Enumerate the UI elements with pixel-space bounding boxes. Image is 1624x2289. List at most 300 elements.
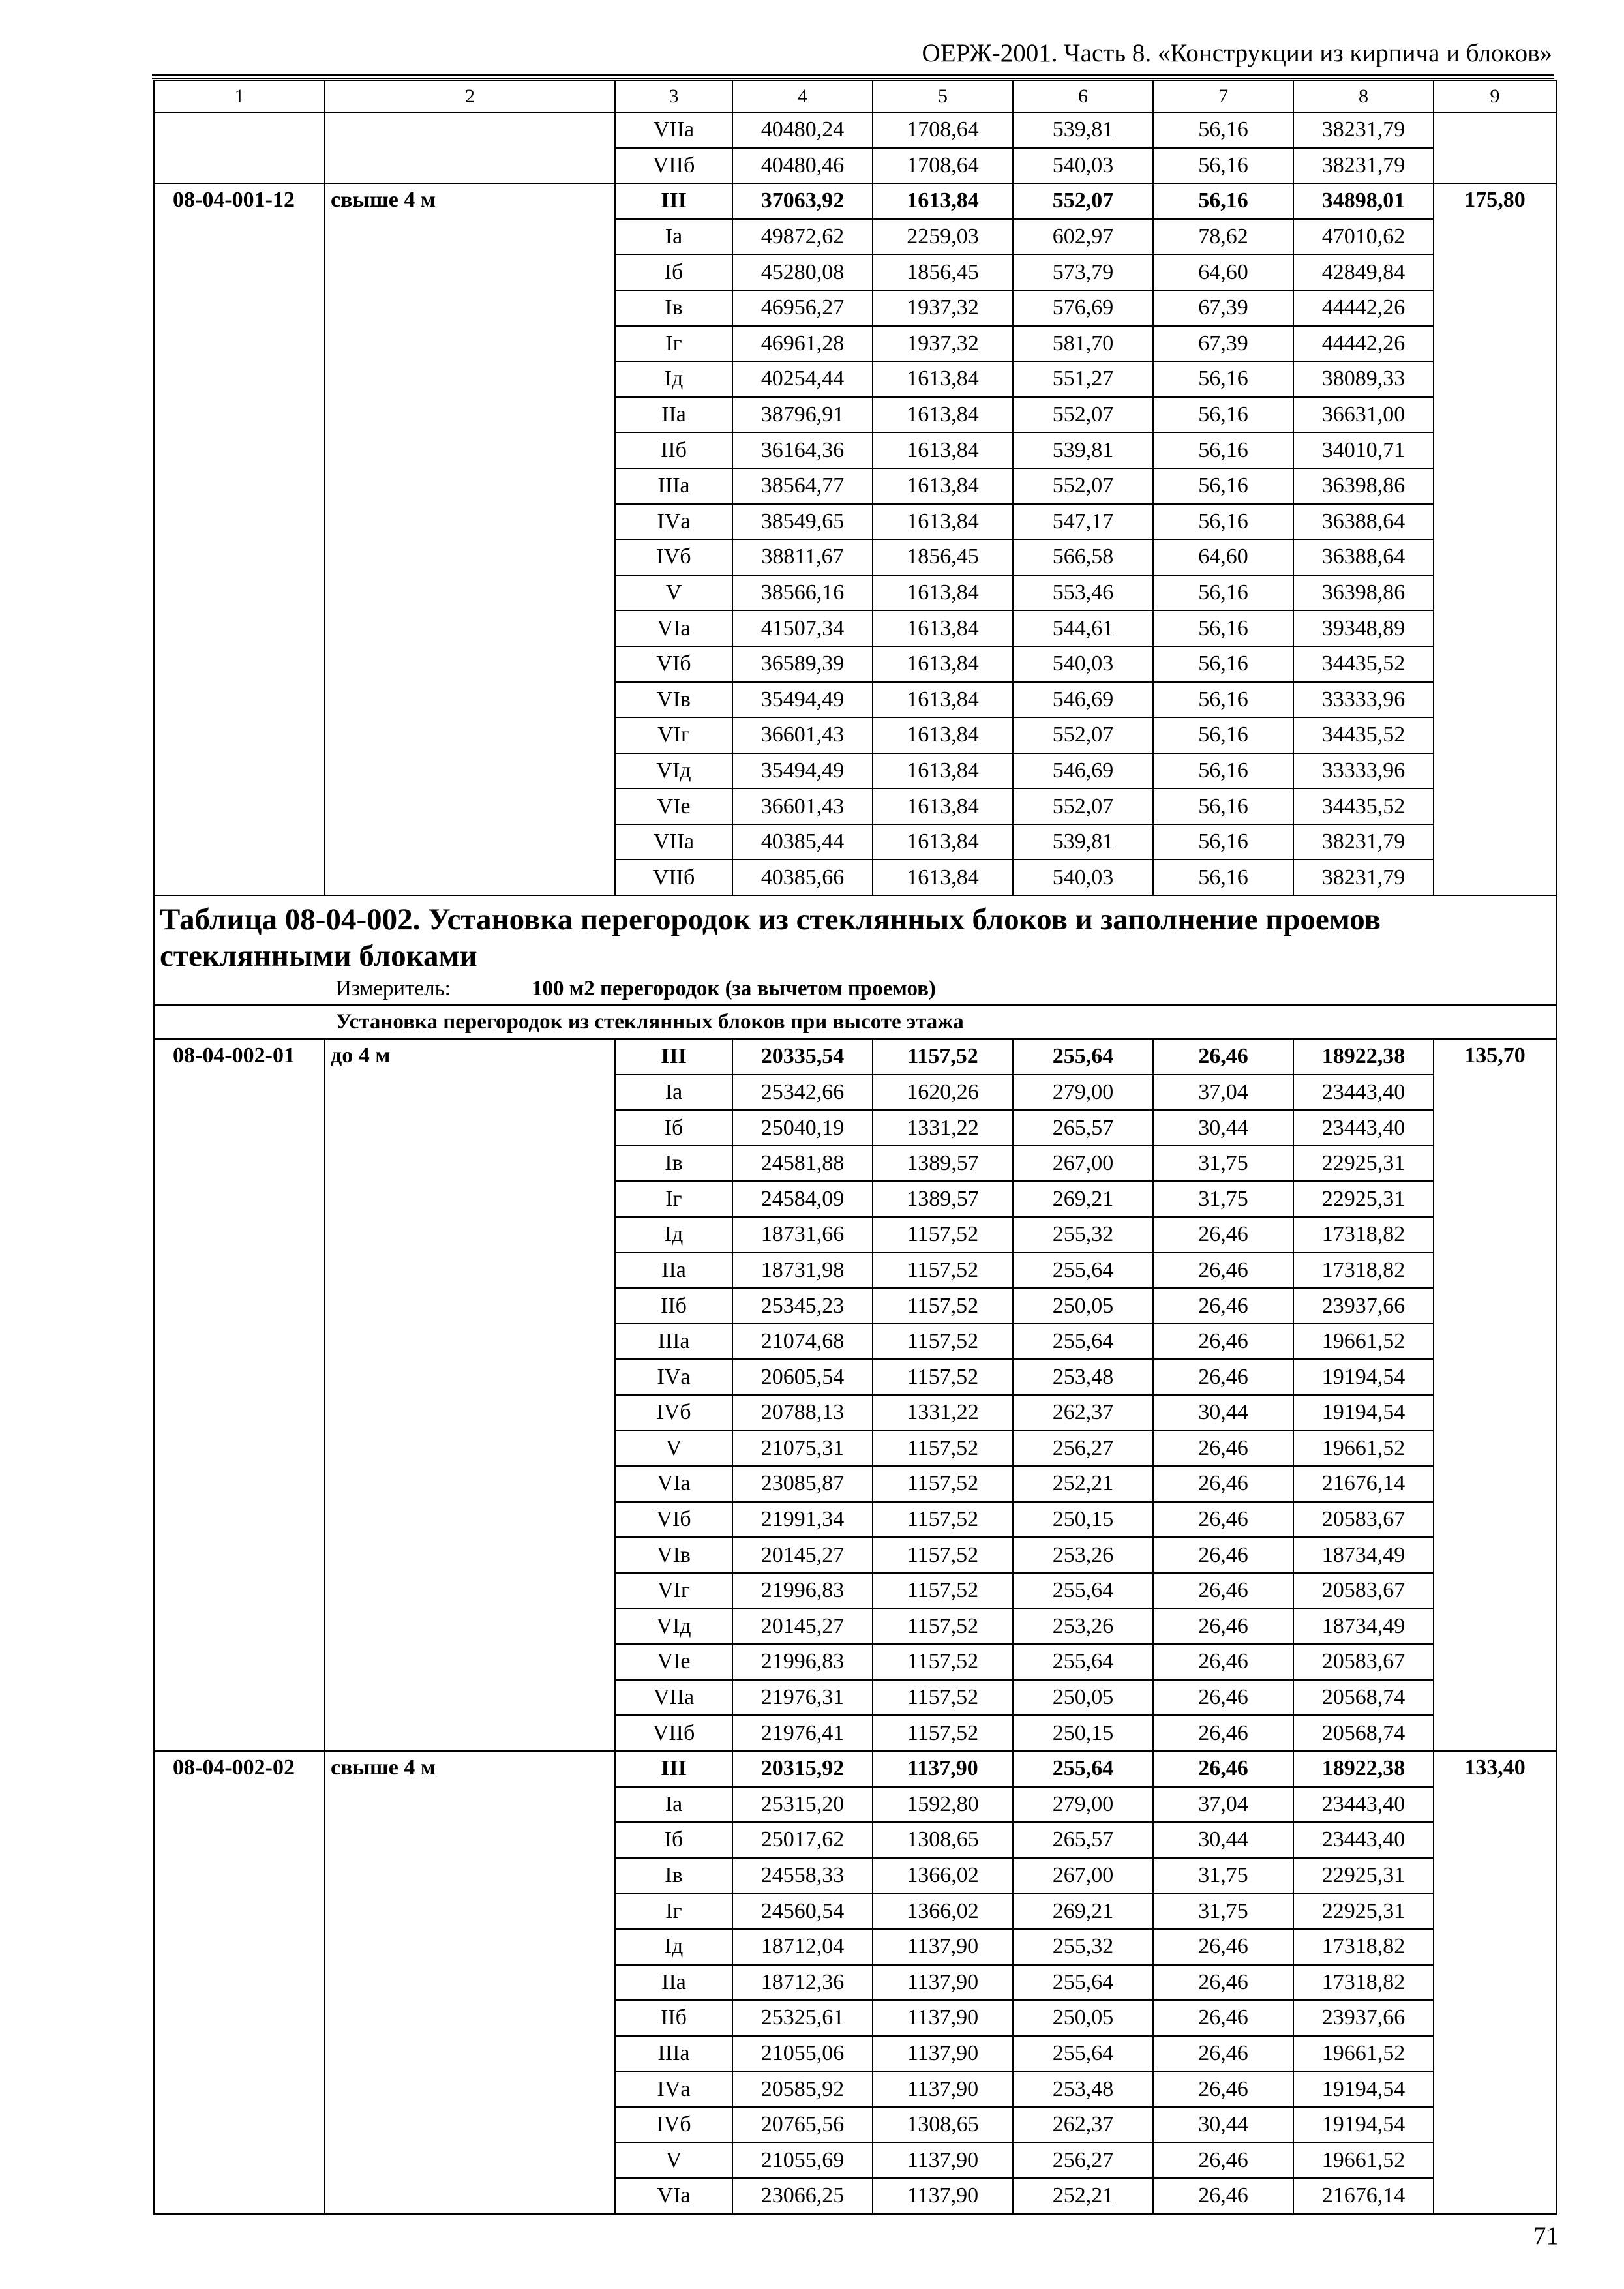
value-cell: 566,58 <box>1013 539 1153 575</box>
value-cell: 20585,92 <box>732 2071 873 2107</box>
value-cell: 553,46 <box>1013 575 1153 611</box>
value-cell: 26,46 <box>1153 1039 1293 1075</box>
value-cell: 547,17 <box>1013 504 1153 540</box>
value-cell: 267,00 <box>1013 1858 1153 1894</box>
table-body-part-2 <box>154 1039 1556 2214</box>
value-cell: 35494,49 <box>732 753 873 789</box>
value-cell: 255,64 <box>1013 2036 1153 2072</box>
value-cell: 1137,90 <box>873 2178 1013 2214</box>
value-cell: 56,16 <box>1153 504 1293 540</box>
column-number: 6 <box>1013 80 1153 112</box>
value-cell: 265,57 <box>1013 1822 1153 1858</box>
zone-cell: IIIа <box>615 2036 732 2072</box>
zone-cell: VIе <box>615 1644 732 1680</box>
value-cell: 36398,86 <box>1293 468 1434 504</box>
zone-cell: IIб <box>615 2000 732 2036</box>
value-cell: 56,16 <box>1153 432 1293 468</box>
value-cell: 38796,91 <box>732 397 873 433</box>
value-cell: 37,04 <box>1153 1075 1293 1111</box>
value-cell: 24581,88 <box>732 1146 873 1182</box>
value-cell: 269,21 <box>1013 1893 1153 1929</box>
value-cell: 250,05 <box>1013 2000 1153 2036</box>
value-cell: 26,46 <box>1153 1217 1293 1253</box>
zone-cell: IIб <box>615 1288 732 1324</box>
value-cell: 56,16 <box>1153 183 1293 219</box>
value-cell: 576,69 <box>1013 290 1153 326</box>
value-cell: 45280,08 <box>732 254 873 290</box>
zone-cell: V <box>615 575 732 611</box>
value-cell: 38566,16 <box>732 575 873 611</box>
value-cell: 36164,36 <box>732 432 873 468</box>
value-cell: 40385,44 <box>732 824 873 860</box>
zone-cell: Iа <box>615 1075 732 1111</box>
value-cell: 26,46 <box>1153 1324 1293 1360</box>
value-cell: 23937,66 <box>1293 1288 1434 1324</box>
value-cell: 252,21 <box>1013 2178 1153 2214</box>
value-cell: 539,81 <box>1013 432 1153 468</box>
zone-cell: VIе <box>615 788 732 824</box>
value-cell: 64,60 <box>1153 539 1293 575</box>
labor-cost: 175,80 <box>1434 183 1556 895</box>
zone-cell: IVа <box>615 2071 732 2107</box>
value-cell: 36398,86 <box>1293 575 1434 611</box>
value-cell: 56,16 <box>1153 717 1293 753</box>
labor-cost: 135,70 <box>1434 1039 1556 1751</box>
value-cell: 2259,03 <box>873 219 1013 255</box>
value-cell: 17318,82 <box>1293 1217 1434 1253</box>
value-cell: 22925,31 <box>1293 1858 1434 1894</box>
value-cell: 30,44 <box>1153 1395 1293 1431</box>
value-cell: 21976,31 <box>732 1680 873 1716</box>
value-cell: 34010,71 <box>1293 432 1434 468</box>
value-cell: 64,60 <box>1153 254 1293 290</box>
zone-cell: IIб <box>615 432 732 468</box>
value-cell: 25345,23 <box>732 1288 873 1324</box>
column-number: 9 <box>1434 80 1556 112</box>
value-cell: 267,00 <box>1013 1146 1153 1182</box>
rate-description: до 4 м <box>325 1039 615 1751</box>
value-cell: 21074,68 <box>732 1324 873 1360</box>
value-cell: 552,07 <box>1013 183 1153 219</box>
value-cell: 56,16 <box>1153 860 1293 895</box>
zone-cell: Iг <box>615 1181 732 1217</box>
value-cell: 1613,84 <box>873 824 1013 860</box>
column-number: 1 <box>154 80 325 112</box>
value-cell: 1366,02 <box>873 1893 1013 1929</box>
value-cell: 56,16 <box>1153 112 1293 148</box>
value-cell: 26,46 <box>1153 2142 1293 2178</box>
zone-cell: VIIб <box>615 1715 732 1751</box>
value-cell: 1331,22 <box>873 1110 1013 1146</box>
zone-cell: IIIа <box>615 1324 732 1360</box>
value-cell: 17318,82 <box>1293 1965 1434 2001</box>
value-cell: 56,16 <box>1153 397 1293 433</box>
value-cell: 250,15 <box>1013 1715 1153 1751</box>
value-cell: 18922,38 <box>1293 1039 1434 1075</box>
zone-cell: Iа <box>615 1787 732 1823</box>
value-cell: 23066,25 <box>732 2178 873 2214</box>
value-cell: 262,37 <box>1013 1395 1153 1431</box>
value-cell: 1613,84 <box>873 468 1013 504</box>
value-cell: 18712,36 <box>732 1965 873 2001</box>
value-cell: 56,16 <box>1153 148 1293 184</box>
zone-cell: IVа <box>615 1359 732 1395</box>
value-cell: 1157,52 <box>873 1715 1013 1751</box>
value-cell: 20605,54 <box>732 1359 873 1395</box>
value-cell: 36601,43 <box>732 788 873 824</box>
value-cell: 23443,40 <box>1293 1110 1434 1146</box>
value-cell: 1613,84 <box>873 717 1013 753</box>
zone-cell: Iб <box>615 254 732 290</box>
value-cell: 17318,82 <box>1293 1253 1434 1289</box>
value-cell: 1613,84 <box>873 432 1013 468</box>
value-cell: 37063,92 <box>732 183 873 219</box>
value-cell: 1613,84 <box>873 397 1013 433</box>
zone-cell: Iг <box>615 1893 732 1929</box>
zone-cell: Iб <box>615 1110 732 1146</box>
value-cell: 20145,27 <box>732 1537 873 1573</box>
value-cell: 255,64 <box>1013 1253 1153 1289</box>
column-number: 8 <box>1293 80 1434 112</box>
value-cell: 36601,43 <box>732 717 873 753</box>
value-cell: 21976,41 <box>732 1715 873 1751</box>
value-cell: 253,26 <box>1013 1537 1153 1573</box>
value-cell: 30,44 <box>1153 2107 1293 2143</box>
value-cell: 19661,52 <box>1293 1431 1434 1467</box>
page-number: 71 <box>1533 2222 1559 2250</box>
value-cell: 255,32 <box>1013 1217 1153 1253</box>
value-cell: 1157,52 <box>873 1253 1013 1289</box>
value-cell: 546,69 <box>1013 682 1153 718</box>
value-cell: 1613,84 <box>873 860 1013 895</box>
value-cell: 26,46 <box>1153 1573 1293 1609</box>
value-cell: 250,05 <box>1013 1680 1153 1716</box>
value-cell: 56,16 <box>1153 361 1293 397</box>
value-cell: 56,16 <box>1153 824 1293 860</box>
table-body-part-1 <box>154 80 1556 895</box>
value-cell: 250,15 <box>1013 1502 1153 1538</box>
zone-cell: IIIа <box>615 468 732 504</box>
value-cell: 1157,52 <box>873 1217 1013 1253</box>
value-cell: 1331,22 <box>873 1395 1013 1431</box>
value-cell: 19194,54 <box>1293 1395 1434 1431</box>
value-cell: 1157,52 <box>873 1324 1013 1360</box>
value-cell: 23085,87 <box>732 1466 873 1502</box>
zone-cell: VIа <box>615 610 732 646</box>
value-cell: 36631,00 <box>1293 397 1434 433</box>
value-cell: 1856,45 <box>873 539 1013 575</box>
value-cell: 546,69 <box>1013 753 1153 789</box>
value-cell: 1708,64 <box>873 148 1013 184</box>
value-cell: 1613,84 <box>873 183 1013 219</box>
value-cell: 26,46 <box>1153 1644 1293 1680</box>
value-cell: 40480,24 <box>732 112 873 148</box>
value-cell: 38089,33 <box>1293 361 1434 397</box>
table-title: Таблица 08-04-002. Установка перегородок из стеклянных блоков и заполнение проемов стеклянными блоками <box>160 903 1381 974</box>
value-cell: 1157,52 <box>873 1039 1013 1075</box>
value-cell: 21996,83 <box>732 1644 873 1680</box>
value-cell: 1157,52 <box>873 1359 1013 1395</box>
labor-cost: 133,40 <box>1434 1751 1556 2214</box>
zone-cell: Iд <box>615 1929 732 1965</box>
value-cell: 255,64 <box>1013 1324 1153 1360</box>
value-cell: 1613,84 <box>873 504 1013 540</box>
value-cell: 551,27 <box>1013 361 1153 397</box>
zone-cell: VIв <box>615 682 732 718</box>
zone-cell: Iд <box>615 361 732 397</box>
price-table <box>153 80 1557 2215</box>
value-cell: 35494,49 <box>732 682 873 718</box>
value-cell: 1157,52 <box>873 1466 1013 1502</box>
value-cell: 1137,90 <box>873 1929 1013 1965</box>
value-cell: 46961,28 <box>732 326 873 362</box>
rate-code: 08-04-002-01 <box>154 1039 325 1751</box>
value-cell: 24558,33 <box>732 1858 873 1894</box>
value-cell: 26,46 <box>1153 1466 1293 1502</box>
value-cell: 1157,52 <box>873 1680 1013 1716</box>
rate-code: 08-04-001-12 <box>154 183 325 895</box>
value-cell: 26,46 <box>1153 1680 1293 1716</box>
value-cell: 26,46 <box>1153 1965 1293 2001</box>
zone-cell: IVб <box>615 539 732 575</box>
value-cell: 42849,84 <box>1293 254 1434 290</box>
value-cell: 31,75 <box>1153 1858 1293 1894</box>
value-cell: 26,46 <box>1153 1537 1293 1573</box>
value-cell: 26,46 <box>1153 1288 1293 1324</box>
value-cell: 26,46 <box>1153 1431 1293 1467</box>
value-cell: 24584,09 <box>732 1181 873 1217</box>
value-cell: 1366,02 <box>873 1858 1013 1894</box>
zone-cell: IVб <box>615 1395 732 1431</box>
value-cell: 56,16 <box>1153 682 1293 718</box>
value-cell: 38231,79 <box>1293 112 1434 148</box>
value-cell: 40480,46 <box>732 148 873 184</box>
value-cell: 25325,61 <box>732 2000 873 2036</box>
zone-cell: Iв <box>615 290 732 326</box>
value-cell: 1157,52 <box>873 1537 1013 1573</box>
value-cell: 1308,65 <box>873 1822 1013 1858</box>
value-cell: 18734,49 <box>1293 1609 1434 1645</box>
value-cell: 23937,66 <box>1293 2000 1434 2036</box>
value-cell: 20583,67 <box>1293 1573 1434 1609</box>
value-cell: 36388,64 <box>1293 504 1434 540</box>
value-cell: 255,64 <box>1013 1751 1153 1787</box>
value-cell: 30,44 <box>1153 1110 1293 1146</box>
table-title-cell <box>154 895 1556 1005</box>
value-cell: 38231,79 <box>1293 824 1434 860</box>
value-cell: 539,81 <box>1013 824 1153 860</box>
value-cell: 26,46 <box>1153 1929 1293 1965</box>
value-cell: 40385,66 <box>732 860 873 895</box>
value-cell: 539,81 <box>1013 112 1153 148</box>
column-number: 3 <box>615 80 732 112</box>
meter-value: 100 м2 перегородок (за вычетом проемов) <box>532 977 936 1001</box>
value-cell: 49872,62 <box>732 219 873 255</box>
value-cell: 255,64 <box>1013 1573 1153 1609</box>
value-cell: 1157,52 <box>873 1288 1013 1324</box>
value-cell: 38231,79 <box>1293 860 1434 895</box>
value-cell: 31,75 <box>1153 1181 1293 1217</box>
value-cell: 56,16 <box>1153 575 1293 611</box>
value-cell: 1137,90 <box>873 1751 1013 1787</box>
value-cell: 19661,52 <box>1293 2142 1434 2178</box>
value-cell: 25040,19 <box>732 1110 873 1146</box>
zone-cell: Iв <box>615 1858 732 1894</box>
value-cell: 255,64 <box>1013 1644 1153 1680</box>
value-cell: 1708,64 <box>873 112 1013 148</box>
value-cell: 19194,54 <box>1293 2107 1434 2143</box>
zone-cell: VIIб <box>615 148 732 184</box>
rate-description: свыше 4 м <box>325 183 615 895</box>
zone-cell: III <box>615 1751 732 1787</box>
value-cell: 46956,27 <box>732 290 873 326</box>
value-cell: 21991,34 <box>732 1502 873 1538</box>
value-cell: 26,46 <box>1153 1609 1293 1645</box>
value-cell: 552,07 <box>1013 717 1153 753</box>
value-cell: 25017,62 <box>732 1822 873 1858</box>
value-cell: 44442,26 <box>1293 290 1434 326</box>
value-cell: 279,00 <box>1013 1787 1153 1823</box>
value-cell: 24560,54 <box>732 1893 873 1929</box>
value-cell: 23443,40 <box>1293 1787 1434 1823</box>
value-cell: 1613,84 <box>873 361 1013 397</box>
value-cell: 56,16 <box>1153 788 1293 824</box>
value-cell: 21055,69 <box>732 2142 873 2178</box>
value-cell: 602,97 <box>1013 219 1153 255</box>
value-cell: 1613,84 <box>873 575 1013 611</box>
value-cell: 1137,90 <box>873 2000 1013 2036</box>
value-cell: 33333,96 <box>1293 682 1434 718</box>
zone-cell: IVа <box>615 504 732 540</box>
value-cell: 38564,77 <box>732 468 873 504</box>
zone-cell: VIIа <box>615 1680 732 1716</box>
zone-cell: VIIб <box>615 860 732 895</box>
value-cell: 20788,13 <box>732 1395 873 1431</box>
value-cell: 23443,40 <box>1293 1822 1434 1858</box>
value-cell: 22925,31 <box>1293 1181 1434 1217</box>
value-cell: 1613,84 <box>873 753 1013 789</box>
empty-cell <box>1434 112 1556 183</box>
value-cell: 1308,65 <box>873 2107 1013 2143</box>
value-cell: 38811,67 <box>732 539 873 575</box>
value-cell: 1592,80 <box>873 1787 1013 1823</box>
value-cell: 26,46 <box>1153 2178 1293 2214</box>
zone-cell: IIа <box>615 1965 732 2001</box>
zone-cell: IIа <box>615 1253 732 1289</box>
value-cell: 19194,54 <box>1293 2071 1434 2107</box>
header-rule <box>152 74 1554 79</box>
value-cell: 1389,57 <box>873 1146 1013 1182</box>
zone-cell: VIIа <box>615 112 732 148</box>
zone-cell: III <box>615 183 732 219</box>
value-cell: 26,46 <box>1153 1715 1293 1751</box>
value-cell: 1157,52 <box>873 1502 1013 1538</box>
value-cell: 1937,32 <box>873 326 1013 362</box>
value-cell: 1389,57 <box>873 1181 1013 1217</box>
value-cell: 67,39 <box>1153 290 1293 326</box>
value-cell: 265,57 <box>1013 1110 1153 1146</box>
value-cell: 256,27 <box>1013 1431 1153 1467</box>
zone-cell: VIг <box>615 717 732 753</box>
value-cell: 20145,27 <box>732 1609 873 1645</box>
value-cell: 544,61 <box>1013 610 1153 646</box>
value-cell: 279,00 <box>1013 1075 1153 1111</box>
table-title-block <box>154 895 1556 1039</box>
zone-cell: Iб <box>615 1822 732 1858</box>
zone-cell: VIг <box>615 1573 732 1609</box>
value-cell: 26,46 <box>1153 1751 1293 1787</box>
value-cell: 33333,96 <box>1293 753 1434 789</box>
value-cell: 19661,52 <box>1293 2036 1434 2072</box>
zone-cell: IVб <box>615 2107 732 2143</box>
value-cell: 540,03 <box>1013 148 1153 184</box>
value-cell: 1157,52 <box>873 1644 1013 1680</box>
column-number-row <box>154 80 1556 112</box>
value-cell: 21055,06 <box>732 2036 873 2072</box>
zone-cell: III <box>615 1039 732 1075</box>
value-cell: 22925,31 <box>1293 1146 1434 1182</box>
page-header: ОЕРЖ-2001. Часть 8. «Конструкции из кирпича и блоков» <box>922 39 1552 67</box>
value-cell: 1157,52 <box>873 1609 1013 1645</box>
value-cell: 20335,54 <box>732 1039 873 1075</box>
value-cell: 34435,52 <box>1293 717 1434 753</box>
value-cell: 41507,34 <box>732 610 873 646</box>
value-cell: 18731,66 <box>732 1217 873 1253</box>
zone-cell: VIд <box>615 1609 732 1645</box>
value-cell: 34898,01 <box>1293 183 1434 219</box>
value-cell: 252,21 <box>1013 1466 1153 1502</box>
meter-label: Измеритель: <box>336 977 451 1001</box>
value-cell: 18734,49 <box>1293 1537 1434 1573</box>
value-cell: 20568,74 <box>1293 1715 1434 1751</box>
value-cell: 255,64 <box>1013 1039 1153 1075</box>
value-cell: 40254,44 <box>732 361 873 397</box>
column-number: 5 <box>873 80 1013 112</box>
value-cell: 31,75 <box>1153 1146 1293 1182</box>
zone-cell: VIIа <box>615 824 732 860</box>
value-cell: 540,03 <box>1013 646 1153 682</box>
value-cell: 1137,90 <box>873 2142 1013 2178</box>
value-cell: 573,79 <box>1013 254 1153 290</box>
value-cell: 253,26 <box>1013 1609 1153 1645</box>
value-cell: 56,16 <box>1153 646 1293 682</box>
value-cell: 552,07 <box>1013 788 1153 824</box>
value-cell: 26,46 <box>1153 2071 1293 2107</box>
table-subheading: Установка перегородок из стеклянных блоков при высоте этажа <box>154 1005 1556 1039</box>
value-cell: 31,75 <box>1153 1893 1293 1929</box>
value-cell: 25342,66 <box>732 1075 873 1111</box>
value-cell: 18922,38 <box>1293 1751 1434 1787</box>
value-cell: 34435,52 <box>1293 788 1434 824</box>
value-cell: 1613,84 <box>873 682 1013 718</box>
value-cell: 56,16 <box>1153 468 1293 504</box>
value-cell: 20765,56 <box>732 2107 873 2143</box>
value-cell: 19194,54 <box>1293 1359 1434 1395</box>
value-cell: 1157,52 <box>873 1573 1013 1609</box>
table-row <box>154 112 1556 148</box>
zone-cell: VIа <box>615 2178 732 2214</box>
value-cell: 20583,67 <box>1293 1644 1434 1680</box>
value-cell: 56,16 <box>1153 610 1293 646</box>
zone-cell: Iа <box>615 219 732 255</box>
value-cell: 269,21 <box>1013 1181 1153 1217</box>
value-cell: 552,07 <box>1013 397 1153 433</box>
empty-cell <box>325 112 615 183</box>
zone-cell: IIа <box>615 397 732 433</box>
value-cell: 1137,90 <box>873 1965 1013 2001</box>
rate-code: 08-04-002-02 <box>154 1751 325 2214</box>
value-cell: 26,46 <box>1153 1502 1293 1538</box>
